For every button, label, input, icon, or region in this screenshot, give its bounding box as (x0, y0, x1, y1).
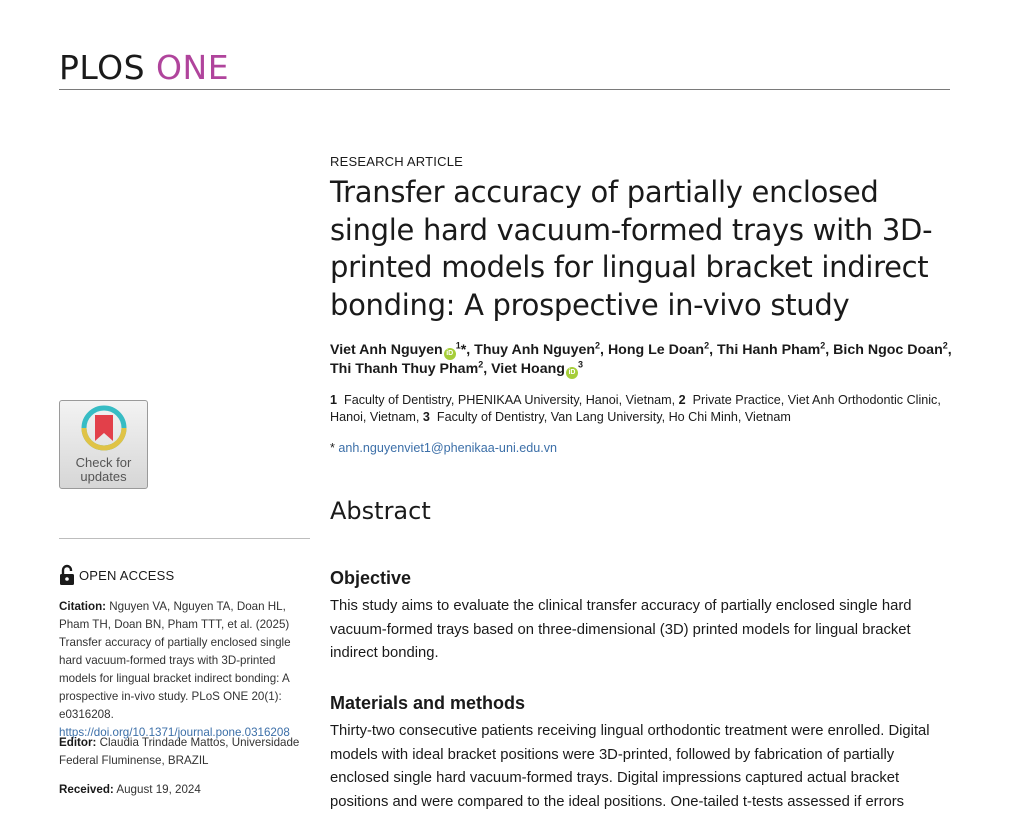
author-separator: , (825, 342, 834, 358)
orcid-icon[interactable]: iD (444, 348, 456, 360)
affiliation-text: Faculty of Dentistry, Van Lang University, Ho Chi Minh, Vietnam (436, 409, 791, 424)
author-name[interactable]: Thuy Anh Nguyen (474, 342, 596, 358)
author-name[interactable]: Hong Le Doan (607, 342, 705, 358)
logo-plos: PLOS (59, 48, 146, 87)
author-name[interactable]: Thi Hanh Pham (717, 342, 821, 358)
affiliation-text: Private Practice, Viet Anh Orthodontic Clinic, Hanoi, Vietnam, (330, 393, 941, 424)
affiliations (330, 392, 952, 425)
header-divider (59, 89, 950, 90)
methods-heading: Materials and methods (330, 693, 526, 713)
editor-block (59, 734, 311, 770)
objective-heading: Objective (330, 568, 412, 588)
author-affiliation-number: 1 (455, 340, 461, 351)
article-title: Transfer accuracy of partially enclosed single hard vacuum-formed trays with 3D-printed models for lingual bracket indirect bonding: A prospective in-vivo study (330, 175, 933, 322)
received-label: Received: (59, 783, 114, 796)
author-affiliation-number: 2 (942, 340, 948, 351)
author-name[interactable]: Viet Anh Nguyen (330, 342, 443, 358)
author-separator: , (947, 342, 956, 358)
sidebar-divider (59, 538, 310, 539)
check-for-updates-badge[interactable] (59, 400, 148, 489)
author-name[interactable]: Bich Ngoc Doan (833, 342, 943, 358)
orcid-icon[interactable]: iD (566, 367, 578, 379)
logo-one: ONE (156, 48, 230, 87)
affiliation-number: 1 (330, 393, 338, 407)
open-access-label (59, 564, 174, 586)
abstract-heading: Abstract (330, 497, 431, 525)
author-separator: , (466, 342, 475, 358)
author-separator: , (709, 342, 717, 358)
affiliation-number: 3 (422, 409, 430, 424)
received-date: August 19, 2024 (116, 783, 201, 796)
author-separator: , (600, 342, 608, 358)
editor-text: Claudia Trindade Mattos, Universidade Federal Fluminense, BRAZIL (59, 736, 300, 767)
received-block (59, 781, 311, 799)
affiliation-number: 2 (678, 393, 686, 407)
author-list (330, 340, 956, 379)
citation-label: Citation: (59, 600, 107, 613)
author-affiliation-number: 2 (704, 340, 710, 351)
journal-logo[interactable] (59, 48, 229, 88)
affiliation-text: Faculty of Dentistry, PHENIKAA University, Hanoi, Vietnam, (344, 393, 676, 407)
methods-text: Thirty-two consecutive patients receiving lingual orthodontic treatment were enrolled. Digital models with ideal bracket positions were 3D-printed, followed by fabrication of partially enclosed single hard vacuum-formed trays. Digital impressions captured actual bracket positions and were compared to the ideal positions. One-tailed t-tests assessed if errors (330, 723, 930, 810)
author-affiliation-number: 2 (595, 340, 601, 351)
citation-text: Nguyen VA, Nguyen TA, Doan HL, Pham TH, Doan BN, Pham TTT, et al. (2025) Transfer accuracy of partially enclosed single hard vacuum-formed trays with 3D-printed models for lingual bracket indirect bonding: A prospective in-vivo study. PLoS ONE 20(1): e0316208. (59, 600, 291, 721)
author-separator: , (483, 361, 492, 377)
crossmark-icon (81, 405, 127, 455)
badge-label (60, 456, 147, 484)
author-affiliation-number: 3 (577, 359, 583, 370)
author-affiliation-number: 2 (820, 340, 826, 351)
editor-label: Editor: (59, 736, 97, 749)
open-lock-icon (59, 564, 75, 586)
correspondence-marker: * (330, 441, 335, 455)
article-type: RESEARCH ARTICLE (330, 154, 463, 169)
correspondence-email-link[interactable]: anh.nguyenviet1@phenikaa-uni.edu.vn (338, 441, 558, 455)
citation-doi-link[interactable]: https://doi.org/10.1371/journal.pone.0316208 (59, 726, 290, 739)
open-access-text: OPEN ACCESS (79, 567, 175, 583)
badge-line1: Check for (75, 455, 132, 470)
correspondence (330, 441, 952, 455)
author-name[interactable]: Viet Hoang (491, 361, 565, 377)
objective-text: This study aims to evaluate the clinical transfer accuracy of partially enclosed single hard vacuum-formed trays based on three-dimensional (3D) printed models for lingual bracket indirect bonding. (330, 598, 912, 661)
corresponding-author-mark: * (460, 342, 467, 358)
badge-line2: updates (80, 469, 127, 484)
citation-block (59, 598, 311, 742)
author-affiliation-number: 2 (478, 359, 484, 370)
author-name[interactable]: Thi Thanh Thuy Pham (330, 361, 479, 377)
